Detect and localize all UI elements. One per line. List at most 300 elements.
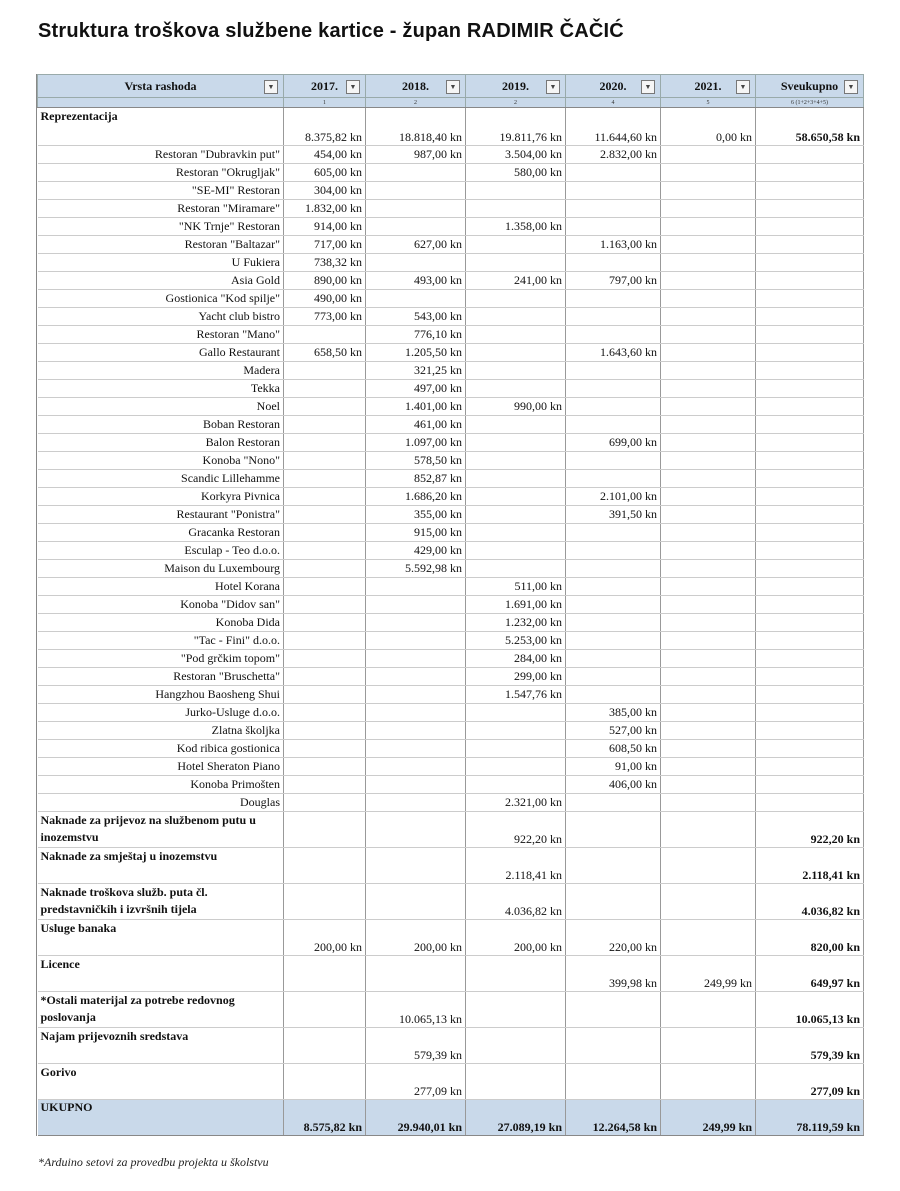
- amount-cell-2018: [366, 740, 466, 758]
- amount-cell-sveukupno: [756, 308, 864, 326]
- table-row: [38, 434, 864, 452]
- amount-cell-2020: 220,00 kn: [566, 920, 661, 956]
- amount-cell-2017: [284, 452, 366, 470]
- amount-cell-2021: [661, 542, 756, 560]
- amount-cell-2021: [661, 326, 756, 344]
- expense-label-cell: Licence: [38, 956, 284, 992]
- amount-cell-2020: [566, 596, 661, 614]
- header-subrow: [38, 98, 864, 108]
- amount-cell-sveukupno: [756, 560, 864, 578]
- amount-cell-2018: 277,09 kn: [366, 1064, 466, 1100]
- expense-label-cell: Naknade za prijevoz na službenom putu u inozemstvu: [38, 812, 284, 848]
- amount-cell-2017: [284, 1064, 366, 1100]
- amount-cell-sveukupno: [756, 524, 864, 542]
- amount-cell-2021: [661, 164, 756, 182]
- amount-cell-2018: [366, 722, 466, 740]
- amount-cell-2018: 355,00 kn: [366, 506, 466, 524]
- amount-cell-2020: [566, 650, 661, 668]
- amount-cell-2019: [466, 956, 566, 992]
- amount-cell-2017: [284, 506, 366, 524]
- amount-cell-2020: [566, 362, 661, 380]
- amount-cell-2017: 717,00 kn: [284, 236, 366, 254]
- footnote: *Arduino setovi za provedbu projekta u školstvu: [38, 1155, 269, 1169]
- amount-cell-sveukupno: [756, 758, 864, 776]
- amount-cell-2018: [366, 794, 466, 812]
- amount-cell-2021: [661, 794, 756, 812]
- amount-cell-2017: [284, 398, 366, 416]
- amount-cell-2020: 699,00 kn: [566, 434, 661, 452]
- amount-cell-sveukupno: [756, 236, 864, 254]
- filter-dropdown-icon[interactable]: ▼: [446, 80, 460, 94]
- amount-cell-2019: 922,20 kn: [466, 812, 566, 848]
- table-row: [38, 218, 864, 236]
- amount-cell-2019: [466, 1028, 566, 1064]
- amount-cell-2020: 385,00 kn: [566, 704, 661, 722]
- table-row: [38, 740, 864, 758]
- amount-cell-2021: [661, 740, 756, 758]
- filter-dropdown-icon[interactable]: ▼: [546, 80, 560, 94]
- amount-cell-2018: 543,00 kn: [366, 308, 466, 326]
- amount-cell-2017: [284, 704, 366, 722]
- table-row: [38, 794, 864, 812]
- amount-cell-2017: 8.575,82 kn: [284, 1100, 366, 1136]
- amount-cell-sveukupno: [756, 686, 864, 704]
- expense-label-cell: Restoran "Dubravkin put": [38, 146, 284, 164]
- amount-cell-2018: 1.097,00 kn: [366, 434, 466, 452]
- amount-cell-2020: [566, 200, 661, 218]
- amount-cell-2017: [284, 812, 366, 848]
- amount-cell-2017: 490,00 kn: [284, 290, 366, 308]
- expense-label-cell: Gostionica "Kod spilje": [38, 290, 284, 308]
- filter-dropdown-icon[interactable]: ▼: [844, 80, 858, 94]
- amount-cell-sveukupno: [756, 452, 864, 470]
- amount-cell-sveukupno: [756, 182, 864, 200]
- amount-cell-2020: 91,00 kn: [566, 758, 661, 776]
- amount-cell-2020: 527,00 kn: [566, 722, 661, 740]
- amount-cell-2021: [661, 146, 756, 164]
- table-row: [38, 254, 864, 272]
- amount-cell-2020: 12.264,58 kn: [566, 1100, 661, 1136]
- amount-cell-2019: 1.547,76 kn: [466, 686, 566, 704]
- table-row: [38, 524, 864, 542]
- amount-cell-sveukupno: [756, 344, 864, 362]
- expense-label-cell: Hotel Korana: [38, 578, 284, 596]
- amount-cell-2019: 1.691,00 kn: [466, 596, 566, 614]
- column-index-label: 6 (1+2+3+4+5): [756, 98, 864, 108]
- expense-label-cell: *Ostali materijal za potrebe redovnog poslovanja: [38, 992, 284, 1028]
- amount-cell-2018: 1.686,20 kn: [366, 488, 466, 506]
- amount-cell-2017: 605,00 kn: [284, 164, 366, 182]
- amount-cell-2021: [661, 650, 756, 668]
- amount-cell-2018: [366, 254, 466, 272]
- amount-cell-sveukupno: [756, 326, 864, 344]
- amount-cell-2017: [284, 614, 366, 632]
- amount-cell-sveukupno: [756, 290, 864, 308]
- amount-cell-2020: [566, 254, 661, 272]
- expense-label-cell: Madera: [38, 362, 284, 380]
- amount-cell-2017: [284, 776, 366, 794]
- amount-cell-2019: [466, 344, 566, 362]
- amount-cell-2017: [284, 416, 366, 434]
- amount-cell-2017: 200,00 kn: [284, 920, 366, 956]
- amount-cell-2019: [466, 704, 566, 722]
- expense-label-cell: Zlatna školjka: [38, 722, 284, 740]
- amount-cell-2020: [566, 542, 661, 560]
- amount-cell-sveukupno: [756, 434, 864, 452]
- amount-cell-2021: [661, 992, 756, 1028]
- amount-cell-2019: 200,00 kn: [466, 920, 566, 956]
- amount-cell-sveukupno: [756, 794, 864, 812]
- table-row: [38, 308, 864, 326]
- amount-cell-2017: [284, 488, 366, 506]
- expense-label-cell: U Fukiera: [38, 254, 284, 272]
- amount-cell-2019: 990,00 kn: [466, 398, 566, 416]
- category-row: [38, 812, 864, 848]
- amount-cell-2019: 299,00 kn: [466, 668, 566, 686]
- amount-cell-sveukupno: [756, 650, 864, 668]
- amount-cell-sveukupno: [756, 254, 864, 272]
- amount-cell-2018: 987,00 kn: [366, 146, 466, 164]
- amount-cell-2017: 914,00 kn: [284, 218, 366, 236]
- amount-cell-2018: [366, 812, 466, 848]
- amount-cell-2019: [466, 182, 566, 200]
- amount-cell-2020: [566, 632, 661, 650]
- table-row: [38, 326, 864, 344]
- amount-cell-2017: 773,00 kn: [284, 308, 366, 326]
- amount-cell-2018: [366, 632, 466, 650]
- amount-cell-2018: [366, 650, 466, 668]
- amount-cell-2018: [366, 956, 466, 992]
- amount-cell-2019: [466, 470, 566, 488]
- amount-cell-2021: [661, 722, 756, 740]
- amount-cell-sveukupno: [756, 488, 864, 506]
- expense-label-cell: Najam prijevoznih sredstava: [38, 1028, 284, 1064]
- amount-cell-2017: [284, 686, 366, 704]
- amount-cell-2018: [366, 758, 466, 776]
- page-title: Struktura troškova službene kartice - župan RADIMIR ČAČIĆ: [38, 20, 624, 42]
- expense-label-cell: Usluge banaka: [38, 920, 284, 956]
- amount-cell-2019: 580,00 kn: [466, 164, 566, 182]
- expense-label-cell: UKUPNO: [38, 1100, 284, 1136]
- amount-cell-sveukupno: [756, 200, 864, 218]
- table-row: [38, 164, 864, 182]
- amount-cell-2020: [566, 884, 661, 920]
- amount-cell-2018: 915,00 kn: [366, 524, 466, 542]
- table-row: [38, 650, 864, 668]
- filter-dropdown-icon[interactable]: ▼: [641, 80, 655, 94]
- expense-label-cell: Restoran "Bruschetta": [38, 668, 284, 686]
- amount-cell-2018: 852,87 kn: [366, 470, 466, 488]
- amount-cell-sveukupno: 78.119,59 kn: [756, 1100, 864, 1136]
- amount-cell-2019: [466, 362, 566, 380]
- expense-label-cell: Hotel Sheraton Piano: [38, 758, 284, 776]
- amount-cell-2021: [661, 290, 756, 308]
- amount-cell-2017: [284, 560, 366, 578]
- amount-cell-2017: [284, 956, 366, 992]
- amount-cell-2017: [284, 722, 366, 740]
- table-row: [38, 542, 864, 560]
- amount-cell-2021: [661, 884, 756, 920]
- amount-cell-sveukupno: [756, 470, 864, 488]
- amount-cell-2018: 200,00 kn: [366, 920, 466, 956]
- expense-label-cell: Esculap - Teo d.o.o.: [38, 542, 284, 560]
- amount-cell-2018: 1.205,50 kn: [366, 344, 466, 362]
- amount-cell-2019: 19.811,76 kn: [466, 108, 566, 146]
- column-header-label: Sveukupno: [780, 78, 839, 93]
- amount-cell-sveukupno: 10.065,13 kn: [756, 992, 864, 1028]
- column-header-vrsta-rashoda: [38, 75, 284, 98]
- expense-label-cell: Tekka: [38, 380, 284, 398]
- amount-cell-2018: 29.940,01 kn: [366, 1100, 466, 1136]
- column-header-label: 2020.: [599, 78, 627, 93]
- amount-cell-2019: [466, 722, 566, 740]
- filter-dropdown-icon[interactable]: ▼: [736, 80, 750, 94]
- expense-label-cell: Douglas: [38, 794, 284, 812]
- amount-cell-2021: [661, 380, 756, 398]
- amount-cell-2021: 249,99 kn: [661, 956, 756, 992]
- amount-cell-2019: [466, 236, 566, 254]
- category-row: [38, 1028, 864, 1064]
- amount-cell-2019: [466, 740, 566, 758]
- amount-cell-2020: [566, 308, 661, 326]
- amount-cell-2021: [661, 668, 756, 686]
- amount-cell-2021: [661, 308, 756, 326]
- amount-cell-sveukupno: [756, 416, 864, 434]
- amount-cell-2020: [566, 470, 661, 488]
- amount-cell-sveukupno: [756, 146, 864, 164]
- table-row: [38, 704, 864, 722]
- table-row: [38, 290, 864, 308]
- amount-cell-2021: [661, 398, 756, 416]
- table-row: [38, 146, 864, 164]
- amount-cell-sveukupno: [756, 596, 864, 614]
- expense-label-cell: "Tac - Fini" d.o.o.: [38, 632, 284, 650]
- amount-cell-2019: [466, 290, 566, 308]
- amount-cell-2021: [661, 632, 756, 650]
- amount-cell-2019: [466, 758, 566, 776]
- amount-cell-2020: [566, 992, 661, 1028]
- column-index-label: 1: [284, 98, 366, 108]
- table-row: [38, 488, 864, 506]
- amount-cell-2018: [366, 776, 466, 794]
- amount-cell-sveukupno: [756, 272, 864, 290]
- amount-cell-2017: [284, 470, 366, 488]
- amount-cell-2019: [466, 326, 566, 344]
- amount-cell-2021: [661, 848, 756, 884]
- amount-cell-2018: [366, 290, 466, 308]
- amount-cell-2020: [566, 560, 661, 578]
- amount-cell-2020: 2.832,00 kn: [566, 146, 661, 164]
- amount-cell-2021: [661, 776, 756, 794]
- amount-cell-2021: 0,00 kn: [661, 108, 756, 146]
- expense-label-cell: Korkyra Pivnica: [38, 488, 284, 506]
- amount-cell-sveukupno: 649,97 kn: [756, 956, 864, 992]
- table-row: [38, 776, 864, 794]
- amount-cell-2017: 658,50 kn: [284, 344, 366, 362]
- amount-cell-2021: 249,99 kn: [661, 1100, 756, 1136]
- amount-cell-2021: [661, 452, 756, 470]
- amount-cell-2021: [661, 272, 756, 290]
- table-row: [38, 416, 864, 434]
- amount-cell-2021: [661, 344, 756, 362]
- amount-cell-2019: 241,00 kn: [466, 272, 566, 290]
- amount-cell-2018: [366, 218, 466, 236]
- amount-cell-2017: 8.375,82 kn: [284, 108, 366, 146]
- amount-cell-2017: [284, 524, 366, 542]
- table-row: [38, 236, 864, 254]
- amount-cell-2021: [661, 704, 756, 722]
- filter-dropdown-icon[interactable]: ▼: [264, 80, 278, 94]
- table-row: [38, 380, 864, 398]
- amount-cell-2017: [284, 794, 366, 812]
- expense-label-cell: Konoba Dida: [38, 614, 284, 632]
- filter-dropdown-icon[interactable]: ▼: [346, 80, 360, 94]
- amount-cell-2019: 27.089,19 kn: [466, 1100, 566, 1136]
- amount-cell-2020: 391,50 kn: [566, 506, 661, 524]
- amount-cell-2021: [661, 488, 756, 506]
- amount-cell-sveukupno: [756, 776, 864, 794]
- amount-cell-2020: [566, 326, 661, 344]
- column-header-label: Vrsta rashoda: [124, 78, 197, 93]
- amount-cell-2019: 5.253,00 kn: [466, 632, 566, 650]
- amount-cell-sveukupno: [756, 380, 864, 398]
- amount-cell-2017: [284, 884, 366, 920]
- amount-cell-2020: [566, 668, 661, 686]
- category-row: [38, 884, 864, 920]
- expense-label-cell: Restaurant "Ponistra": [38, 506, 284, 524]
- amount-cell-2018: 627,00 kn: [366, 236, 466, 254]
- amount-cell-2018: [366, 686, 466, 704]
- column-header-label: 2019.: [502, 78, 529, 93]
- expense-label-cell: Jurko-Usluge d.o.o.: [38, 704, 284, 722]
- amount-cell-2021: [661, 416, 756, 434]
- amount-cell-2017: 1.832,00 kn: [284, 200, 366, 218]
- amount-cell-sveukupno: [756, 740, 864, 758]
- column-header-label: 2021.: [694, 78, 722, 93]
- expense-label-cell: Boban Restoran: [38, 416, 284, 434]
- amount-cell-sveukupno: [756, 362, 864, 380]
- amount-cell-2018: [366, 614, 466, 632]
- table-row: [38, 632, 864, 650]
- amount-cell-2018: [366, 182, 466, 200]
- amount-cell-2020: 406,00 kn: [566, 776, 661, 794]
- amount-cell-2018: 18.818,40 kn: [366, 108, 466, 146]
- amount-cell-2017: [284, 758, 366, 776]
- expense-label-cell: Konoba Primošten: [38, 776, 284, 794]
- amount-cell-2020: [566, 848, 661, 884]
- amount-cell-2017: [284, 1028, 366, 1064]
- amount-cell-2019: [466, 200, 566, 218]
- amount-cell-2020: 2.101,00 kn: [566, 488, 661, 506]
- amount-cell-2018: 579,39 kn: [366, 1028, 466, 1064]
- table-row: [38, 398, 864, 416]
- amount-cell-2017: [284, 434, 366, 452]
- expense-label-cell: Scandic Lillehamme: [38, 470, 284, 488]
- category-row: [38, 920, 864, 956]
- amount-cell-2020: [566, 1064, 661, 1100]
- amount-cell-2019: 511,00 kn: [466, 578, 566, 596]
- expense-label-cell: Gracanka Restoran: [38, 524, 284, 542]
- table-row: [38, 614, 864, 632]
- amount-cell-2018: 776,10 kn: [366, 326, 466, 344]
- table-row: [38, 758, 864, 776]
- expense-label-cell: Restoran "Okrugljak": [38, 164, 284, 182]
- table-row: [38, 560, 864, 578]
- expense-label-cell: Hangzhou Baosheng Shui: [38, 686, 284, 704]
- amount-cell-sveukupno: [756, 614, 864, 632]
- amount-cell-2017: [284, 650, 366, 668]
- amount-cell-2019: [466, 434, 566, 452]
- expense-label-cell: "SE-MI" Restoran: [38, 182, 284, 200]
- expense-label-cell: Gorivo: [38, 1064, 284, 1100]
- amount-cell-2021: [661, 506, 756, 524]
- table-row: [38, 182, 864, 200]
- amount-cell-2020: [566, 164, 661, 182]
- column-header-label: 2017.: [311, 78, 338, 93]
- amount-cell-2017: [284, 740, 366, 758]
- amount-cell-2020: 608,50 kn: [566, 740, 661, 758]
- amount-cell-2021: [661, 560, 756, 578]
- column-header-2017: [284, 75, 366, 98]
- expense-label-cell: Maison du Luxembourg: [38, 560, 284, 578]
- amount-cell-2018: 497,00 kn: [366, 380, 466, 398]
- amount-cell-2021: [661, 470, 756, 488]
- expense-label-cell: Reprezentacija: [38, 108, 284, 146]
- category-row: [38, 1064, 864, 1100]
- amount-cell-2017: 890,00 kn: [284, 272, 366, 290]
- expense-label-cell: Kod ribica gostionica: [38, 740, 284, 758]
- expense-label-cell: Restoran "Mano": [38, 326, 284, 344]
- amount-cell-2021: [661, 524, 756, 542]
- category-row: [38, 848, 864, 884]
- table-row: [38, 596, 864, 614]
- amount-cell-2019: 1.232,00 kn: [466, 614, 566, 632]
- amount-cell-sveukupno: [756, 506, 864, 524]
- amount-cell-2018: [366, 704, 466, 722]
- amount-cell-2020: [566, 794, 661, 812]
- amount-cell-2020: [566, 416, 661, 434]
- amount-cell-sveukupno: 277,09 kn: [756, 1064, 864, 1100]
- expense-label-cell: Asia Gold: [38, 272, 284, 290]
- amount-cell-2019: [466, 308, 566, 326]
- expense-label-cell: Konoba "Nono": [38, 452, 284, 470]
- table-row: [38, 362, 864, 380]
- amount-cell-2021: [661, 758, 756, 776]
- table-row: [38, 578, 864, 596]
- column-header-2021: [661, 75, 756, 98]
- amount-cell-2020: [566, 452, 661, 470]
- amount-cell-2018: [366, 848, 466, 884]
- category-row: [38, 992, 864, 1028]
- amount-cell-2020: [566, 686, 661, 704]
- amount-cell-2017: [284, 596, 366, 614]
- table-row: [38, 686, 864, 704]
- table-row: [38, 272, 864, 290]
- column-index-label: 4: [566, 98, 661, 108]
- column-header-2019: [466, 75, 566, 98]
- amount-cell-2017: [284, 992, 366, 1028]
- expense-table: [37, 74, 864, 1136]
- amount-cell-2017: [284, 632, 366, 650]
- table-row: [38, 722, 864, 740]
- expense-label-cell: Balon Restoran: [38, 434, 284, 452]
- amount-cell-2018: 10.065,13 kn: [366, 992, 466, 1028]
- amount-cell-2020: [566, 182, 661, 200]
- expense-label-cell: Noel: [38, 398, 284, 416]
- amount-cell-sveukupno: 820,00 kn: [756, 920, 864, 956]
- amount-cell-2019: [466, 560, 566, 578]
- amount-cell-2021: [661, 1028, 756, 1064]
